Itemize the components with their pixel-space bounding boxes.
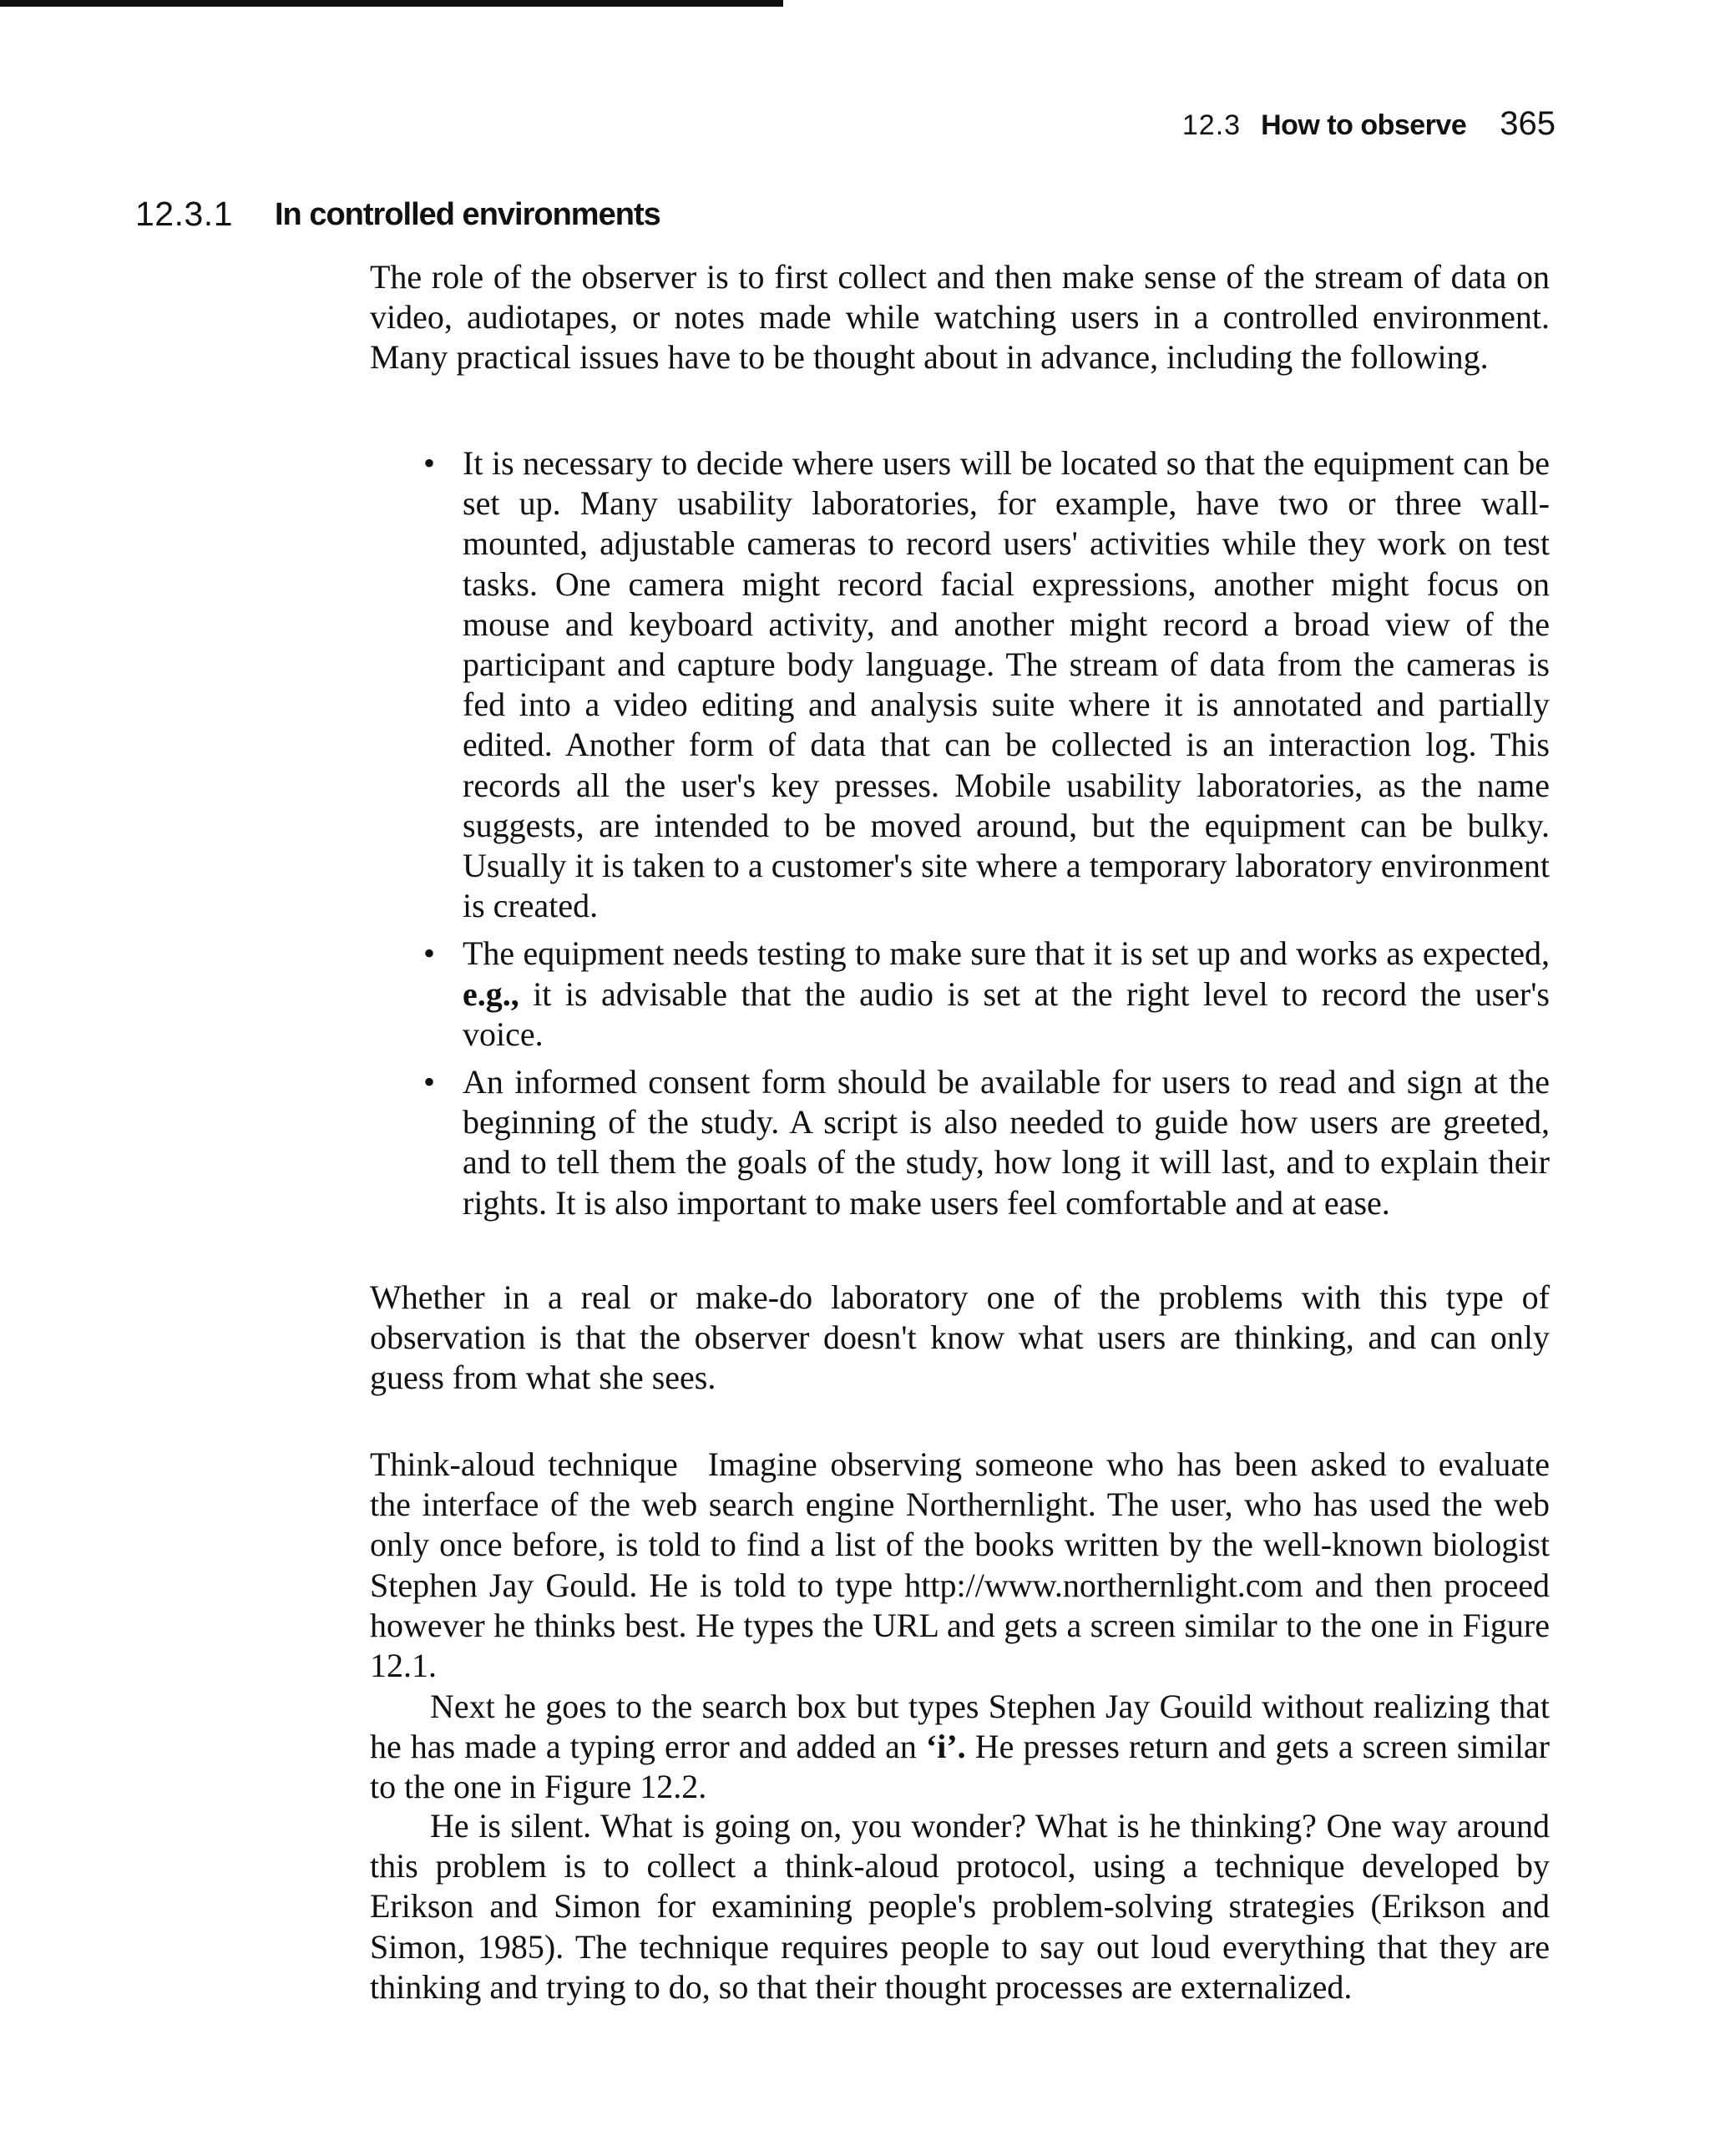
bullet-text: The equipment needs testing to make sure that it is set up and works as expected, bbox=[463, 934, 1550, 973]
subsection-heading bbox=[135, 195, 660, 234]
page-number: 365 bbox=[1500, 105, 1556, 142]
list-item bbox=[420, 443, 1550, 926]
bullet-text: An informed consent form should be available for users to read and sign at the beginning of the study. A script is also needed to guide how users are greeted, and to tell them the goals of the study, how long it will last, and to explain their rights. It is also important to make users feel comfortable and at ease. bbox=[463, 1063, 1550, 1222]
quoted-letter: ‘i’. bbox=[925, 1728, 966, 1766]
running-head bbox=[1182, 105, 1556, 143]
bullet-icon: • bbox=[423, 444, 436, 482]
bullet-icon: • bbox=[423, 1063, 436, 1101]
run-in-heading: Think-aloud technique bbox=[370, 1445, 678, 1483]
paragraph-text: He presses return and gets a screen similar to the one in Figure 12.2. bbox=[370, 1728, 1551, 1806]
bullet-emphasis: e.g., bbox=[463, 974, 519, 1013]
paragraph-text: Next he goes to the search box but types Stephen Jay Gouild without realizing that he has made a typing error and added an bbox=[370, 1688, 1550, 1766]
list-item bbox=[420, 934, 1550, 1055]
closing-paragraph: Whether in a real or make-do laboratory one of the problems with this type of observation is that the observer doesn't know what users are thinking, and can only guess from what she sees. bbox=[370, 1278, 1550, 1397]
bullet-text: it is advisable that the audio is set at the right level to record the user's voice. bbox=[463, 974, 1550, 1053]
top-rule bbox=[0, 0, 783, 7]
header-section-number: 12.3 bbox=[1181, 109, 1242, 141]
subsection-title: In controlled environments bbox=[275, 197, 660, 232]
think-aloud-paragraph-3: He is silent. What is going on, you wonder? What is he thinking? One way around this problem is to collect a think-aloud protocol, using a technique developed by Erikson and Simon for examining people's problem-solving strategies (Erikson and Simon, 1985). The technique requires people to say out loud everything that they are thinking and trying to do, so that their thought processes are externalized. bbox=[370, 1807, 1550, 2006]
bullet-list bbox=[420, 443, 1550, 1231]
subsection-number: 12.3.1 bbox=[135, 195, 233, 233]
think-aloud-paragraph-2 bbox=[370, 1687, 1550, 1808]
intro-paragraph: The role of the observer is to first collect and then make sense of the stream of data on video, audiotapes, or notes made while watching users in a controlled environment. Many practical issues have to be thought about in advance, including the following. bbox=[370, 258, 1550, 377]
bullet-icon: • bbox=[423, 934, 436, 973]
list-item bbox=[420, 1062, 1550, 1223]
bullet-text: It is necessary to decide where users will be located so that the equipment can be set up. Many usability laboratories, for example, have two or three wall-mounted, adjustable cameras to record users' activities while they work on test tasks. One camera might record facial expressions, another might focus on mouse and keyboard activity, and another might record a broad view of the participant and capture body language. The stream of data from the cameras is fed into a video editing and analysis suite where it is annotated and partially edited. Another form of data that can be collected is an interaction log. This records all the user's key presses. Mobile usability laboratories, as the name suggests, are intended to be moved around, but the equipment can be bulky. Usually it is taken to a customer's site where a temporary laboratory environment is created. bbox=[463, 444, 1550, 925]
think-aloud-paragraph-1 bbox=[370, 1445, 1550, 1686]
header-section-title: How to observe bbox=[1261, 109, 1467, 141]
paragraph-text: Imagine observing someone who has been asked to evaluate the interface of the web search engine Northernlight. The user, who has used the web only once before, is told to find a list of the books written by the well-known biologist Stephen Jay Gould. He is told to type http://www.northernlight.com and then proceed however he thinks best. He types the URL and gets a screen similar to the one in Figure 12.1. bbox=[370, 1445, 1551, 1685]
